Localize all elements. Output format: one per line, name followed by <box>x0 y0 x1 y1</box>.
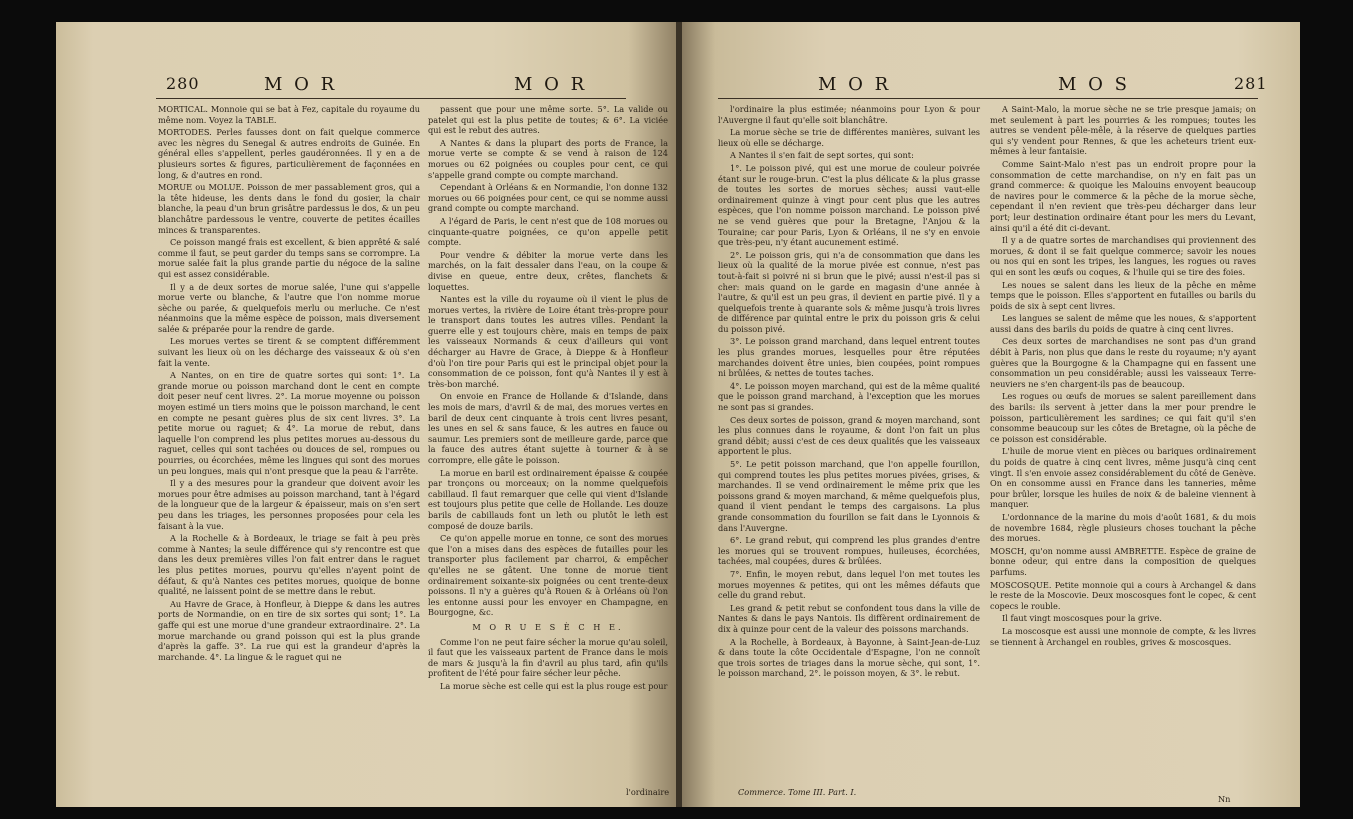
running-head-left-col2: M O R <box>514 74 588 95</box>
paragraph: L'huile de morue vient en pièces ou bariques ordinairement du poids de quatre à cinq cent livres, même jusqu'à cinq cent vingt. Il s'en envoie assez considérablement du côté de Genève. On en consomme aussi en France dans les tanneries, même pour brûler, lorsque les huiles de noix & de baleine viennent à manquer. <box>990 446 1256 510</box>
paragraph: Nantes est la ville du royaume où il vient le plus de morues vertes, la rivière de Loire étant très-propre pour le transport dans toutes les autres villes. Pendant la guerre elle y est toujours chère, mais en temps de paix les vaisseaux Normands & ceux d'ailleurs qui vont décharger au Havre de Grace, à Dieppe & à Honfleur d'où l'on tire pour Paris qui est le principal objet pour la consommation de ce poisson, font qu'à Nantes il y est à très-bon marché. <box>428 294 668 389</box>
paragraph: La morue sèche se trie de différentes manières, suivant les lieux où elle se décharge. <box>718 127 980 148</box>
paragraph: MORTICAL. Monnoie qui se bat à Fez, capitale du royaume du même nom. Voyez la TABLE. <box>158 104 420 125</box>
paragraph: MORTODES. Perles fausses dont on fait quelque commerce avec les nègres du Senegal & autres endroits de Guinée. En général elles s'appellent, perles gaudéronnées. Il y en a de plusieurs sortes & figures, particulièrement de façonnées en long, & d'autres en rond. <box>158 127 420 180</box>
paragraph: A la Rochelle, à Bordeaux, à Bayonne, à Saint-Jean-de-Luz & dans toute la côte Occidentale d'Espagne, l'on ne connoît que trois sortes de triages dans la morue sèche, qui sont, 1°. le poisson marchand, 2°. le poisson moyen, & 3°. le rebut. <box>718 636 980 679</box>
paragraph: 3°. Le poisson grand marchand, dans lequel entrent toutes les plus grandes morues, lesquelles pour être réputées marchandes doivent être unies, bien coupées, point rompues ni brûlées, & nettes de toutes taches. <box>718 336 980 379</box>
paragraph: Il y a des mesures pour la grandeur que doivent avoir les morues pour être admises au poisson marchand, tant à l'égard de la longueur que de la largeur & épaisseur, mais on s'en sert peu dans les triages, les personnes proposées pour cela les faisant à la vue. <box>158 478 420 531</box>
paragraph: Ces deux sortes de marchandises ne sont pas d'un grand débit à Paris, non plus que dans le reste du royaume; n'y ayant guères que la Bourgogne & la Champagne qui en fassent une consommation un peu considérable; aussi les vaisseaux Terre-neuviers ne s'en chargent-ils pas de beaucoup. <box>990 336 1256 389</box>
page-number-left: 280 <box>166 74 200 93</box>
paragraph: 2°. Le poisson gris, qui n'a de consommation que dans les lieux où la qualité de la morue pivée est connue, n'est pas tout-à-fait si poivré ni si brun que le pivé; aussi n'est-il pas si cher: mais quand on le garde en magasin d'une année à l'autre, & qu'il est un peu gras, il devient en partie pivé. Il y a quelquefois trente à quarante sols & même jusqu'à trois livres de différence par quintal entre le prix du poisson gris & celui du poisson pivé. <box>718 249 980 334</box>
paragraph: Ces deux sortes de poisson, grand & moyen marchand, sont les plus connues dans le royaume, & dont l'on fait un plus grand débit; aussi c'est de ces deux qualités que les vaisseaux apportent le plus. <box>718 414 980 457</box>
catchword: l'ordinaire <box>626 787 670 797</box>
paragraph: A Saint-Malo, la morue sèche ne se trie presque jamais; on met seulement à part les pourries & les rompues; toutes les autres se vendent pêle-mêle, à la réserve de quelques parties qui s'y vendent pour Rennes, & que les acheteurs trient eux-mêmes à leur fantaisie. <box>990 104 1256 157</box>
paragraph: A la Rochelle & à Bordeaux, le triage se fait à peu près comme à Nantes; la seule différence qui s'y rencontre est que dans les deux premières villes l'on fait entrer dans le raguet les plus petites morues, pourvu qu'elles n'ayent point de défaut, & qu'à Nantes ces petites morues, quoique de bonne qualité, ne laissent point de se mettre dans le rebut. <box>158 533 420 597</box>
paragraph: A Nantes & dans la plupart des ports de France, la morue verte se compte & se vend à raison de 124 morues ou 62 poignées ou couples pour cent, ce qui s'appelle grand compte ou compte marchand. <box>428 137 668 180</box>
footer-line: Commerce. Tome III. Part. I. <box>738 787 857 797</box>
book-gutter <box>676 22 682 807</box>
book-spread <box>56 22 1301 807</box>
paragraph: Pour vendre & débiter la morue verte dans les marchés, on la fait dessaler dans l'eau, on la coupe & divise en queue, entre deux, crêtes, flanchets & loquettes. <box>428 249 668 292</box>
left-column-2 <box>428 104 668 693</box>
paragraph: Les rogues ou œufs de morues se salent pareillement dans des barils: ils servent à jetter dans la mer pour prendre le poisson, particulièrement les sardines; ce qui fait qu'il s'en consomme beaucoup sur les côtes de Bretagne, où la pêche de ce poisson est considérable. <box>990 391 1256 444</box>
paragraph: A Nantes il s'en fait de sept sortes, qui sont: <box>730 150 914 161</box>
paragraph: 5°. Le petit poisson marchand, que l'on appelle fourillon, qui comprend toutes les plus petites morues pivées, grises, & marchandes. Il se vend ordinairement le même prix que les poissons grand & moyen marchand, & même quelquefois plus, quand il vient pendant le temps des cargaisons. La plus grande consommation du fourillon se fait dans le Lyonnois & dans l'Auvergne. <box>718 459 980 533</box>
right-column-1 <box>718 104 980 681</box>
header-rule-right <box>718 98 1258 99</box>
paragraph: Ce qu'on appelle morue en tonne, ce sont des morues que l'on a mises dans des espèces de futailles pour les transporter plus facilement par charroi, & empêcher qu'elles ne se gâtent. Une tonne de morue tient ordinairement soixante-six poignées ou cent trente-deux poissons. Il n'y a guères qu'à Rouen & à Orléans où l'on les entonne aussi pour les envoyer en Champagne, en Bourgogne, &c. <box>428 533 668 618</box>
paragraph: 4°. Le poisson moyen marchand, qui est de la même qualité que le poisson grand marchand, à l'exception que les morues ne sont pas si grandes. <box>718 380 980 413</box>
paragraph: MOSCOSQUE. Petite monnoie qui a cours à Archangel & dans le reste de la Moscovie. Deux moscosques font le copec, & cent copecs le rouble. <box>990 579 1256 611</box>
paragraph: La morue en baril est ordinairement épaisse & coupée par tronçons ou morceaux; on la nomme quelquefois cabillaud. Il faut remarquer que celle qui vient d'Islande est toujours plus petite que celle de Hollande. Les douze barils de cabillauds font un leth ou plutôt le leth est composé de douze barils. <box>428 467 668 531</box>
paragraph: Les langues se salent de même que les noues, & s'apportent aussi dans des barils du poids de quatre à cinq cent livres. <box>990 313 1256 334</box>
header-rule-left <box>156 98 626 99</box>
paragraph: MORUE ou MOLUE. Poisson de mer passablement gros, qui a la tête hideuse, les dents dans le fond du gosier, la chair blanche, la peau d'un brun grisâtre pardessus le dos, & un peu blanchâtre pardessous le ventre, couverte de petites écailles minces & transparentes. <box>158 182 420 235</box>
paragraph: Il y a de deux sortes de morue salée, l'une qui s'appelle morue verte ou blanche, & l'autre que l'on nomme morue sèche ou parée, & quelquefois merlu ou merluche. Ce n'est néanmoins que la même espèce de poisson, mais diversement salée & préparée pour la rendre de garde. <box>158 281 420 334</box>
paragraph: On envoie en France de Hollande & d'Islande, dans les mois de mars, d'avril & de mai, des morues vertes en baril de deux cent cinquante à trois cent livres pesant, les unes en sel & sans fauce, & les autres en fauce ou saumur. Les premiers sont de meilleure garde, parce que la fauce des autres étant sujette à tourner & à se corrompre, elle gâte le poisson. <box>428 391 668 465</box>
paragraph: Cependant à Orléans & en Normandie, l'on donne 132 morues ou 66 poignées pour cent, ce qui se nomme aussi grand compte ou compte marchand. <box>428 182 668 214</box>
paragraph: Comme l'on ne peut faire sécher la morue qu'au soleil, il faut que les vaisseaux partent de France dans le mois de mars & jusqu'à la fin d'avril au plus tard, afin qu'ils profitent de l'été pour faire sécher leur pêche. <box>428 636 668 679</box>
paragraph: Ce poisson mangé frais est excellent, & bien apprêté & salé comme il faut, se peut garder du temps sans se corrompre. La morue salée fait la plus grande partie du négoce de la saline qui est assez considérable. <box>158 237 420 279</box>
paragraph: Au Havre de Grace, à Honfleur, à Dieppe & dans les autres ports de Normandie, on en tire de six sortes qui sont; 1°. La gaffe qui est une morue d'une grandeur extraordinaire. 2°. La morue marchande ou grand poisson qui est la plus grande d'après la gaffe. 3°. La rue qui est la grandeur d'après la marchande. 4°. La lingue & le raguet qui ne <box>158 598 420 662</box>
running-head-left-col1: M O R <box>264 74 338 95</box>
left-column-1 <box>158 104 420 664</box>
paragraph: Comme Saint-Malo n'est pas un endroit propre pour la consommation de cette marchandise, on n'y en fait pas un grand commerce: & quoique les Malouins envoyent beaucoup de navires pour le commerce & la pêche de la morue sèche, cependant il n'en revient que très-peu décharger dans leur port; leur destination ordinaire étant pour les mers du Levant, ainsi qu'il a été dit ci-devant. <box>990 158 1256 233</box>
paragraph: La morue sèche est celle qui est la plus rouge est pour <box>440 680 668 691</box>
paragraph: Les noues se salent dans les lieux de la pêche en même temps que le poisson. Elles s'apportent en futailles ou barils du poids de six à sept cent livres. <box>990 279 1256 311</box>
signature-mark: Nn <box>1218 794 1231 804</box>
paragraph: Il y a de quatre sortes de marchandises qui proviennent des morues, & dont il se fait quelque commerce; savoir les noues ou nos qui en sont les tripes, les langues, les rogues ou raves qui en sont les œufs ou coques, & l'huile qui se tire des foies. <box>990 235 1256 277</box>
paragraph: 6°. Le grand rebut, qui comprend les plus grandes d'entre les morues qui se trouvent rompues, huileuses, écorchées, tachées, mal coupées, dures & brûlées. <box>718 535 980 567</box>
paragraph: Il faut vingt moscosques pour la grive. <box>1002 613 1162 624</box>
right-column-2 <box>990 104 1256 649</box>
paragraph: Les morues vertes se tirent & se comptent différemment suivant les lieux où on les décharge des vaisseaux & où s'en fait la vente. <box>158 336 420 368</box>
left-page <box>56 22 678 807</box>
paragraph: 1°. Le poisson pivé, qui est une morue de couleur poivrée étant sur le rouge-brun. C'est la plus délicate & la plus grasse de toutes les sortes de morues sèches; aussi vaut-elle ordinairement quinze à vingt pour cent plus que les autres espèces, que l'on nomme poisson marchand. Le poisson pivé ne se vend guères que pour la Bretagne, l'Anjou & la Touraine; car pour Paris, Lyon & Orléans, il ne s'y en envoie que très-peu, n'y étant aucunement estimé. <box>718 162 980 248</box>
paragraph: A l'égard de Paris, le cent n'est que de 108 morues ou cinquante-quatre poignées, ce qu'on appelle petit compte. <box>428 215 668 248</box>
paragraph: L'ordonnance de la marine du mois d'août 1681, & du mois de novembre 1684, règle plusieurs choses touchant la pêche des morues. <box>990 511 1256 544</box>
paragraph: l'ordinaire la plus estimée; néanmoins pour Lyon & pour l'Auvergne il faut qu'elle soit blanchâtre. <box>718 104 980 125</box>
paragraph: Les grand & petit rebut se confondent tous dans la ville de Nantes & dans le pays Nantois. Ils diffèrent ordinairement de dix à quinze pour cent de la valeur des poissons marchands. <box>718 602 980 634</box>
paragraph: 7°. Enfin, le moyen rebut, dans lequel l'on met toutes les morues moyennes & petites, qui ont les mêmes défauts que celle du grand rebut. <box>718 568 980 601</box>
paragraph: La moscosque est aussi une monnoie de compte, & les livres se tiennent à Archangel en roubles, grives & moscosques. <box>990 625 1256 647</box>
paragraph: MOSCH, qu'on nomme aussi AMBRETTE. Espèce de graine de bonne odeur, qui entre dans la composition de quelques parfums. <box>990 545 1256 577</box>
running-head-right-col2: M O S <box>1058 74 1130 95</box>
section-heading: M O R U E S È C H E. <box>472 621 624 632</box>
paragraph: passent que pour une même sorte. 5°. La valide ou patelet qui est la plus petite de toutes; & 6°. La viciée qui est le rebut des autres. <box>428 104 668 136</box>
paragraph: A Nantes, on en tire de quatre sortes qui sont: 1°. La grande morue ou poisson marchand dont le cent en compte doit peser neuf cent livres. 2°. La morue moyenne ou poisson moyen estimé un tiers moins que le poisson marchand, le cent en compte ne pesant guères plus de six cent livres. 3°. La petite morue ou raguet; & 4°. La morue de rebut, dans laquelle l'on comprend les plus petites morues au-dessous du raguet, celles qui sont tachées ou douces de sel, rompues ou pourries, ou écorchées, même les lingues qui sont des morues un peu longues, mais qui n'ont presque que la peau & l'arrête. <box>158 370 420 476</box>
page-number-right: 281 <box>1234 74 1268 93</box>
running-head-right-col1: M O R <box>818 74 892 95</box>
right-page <box>678 22 1300 807</box>
